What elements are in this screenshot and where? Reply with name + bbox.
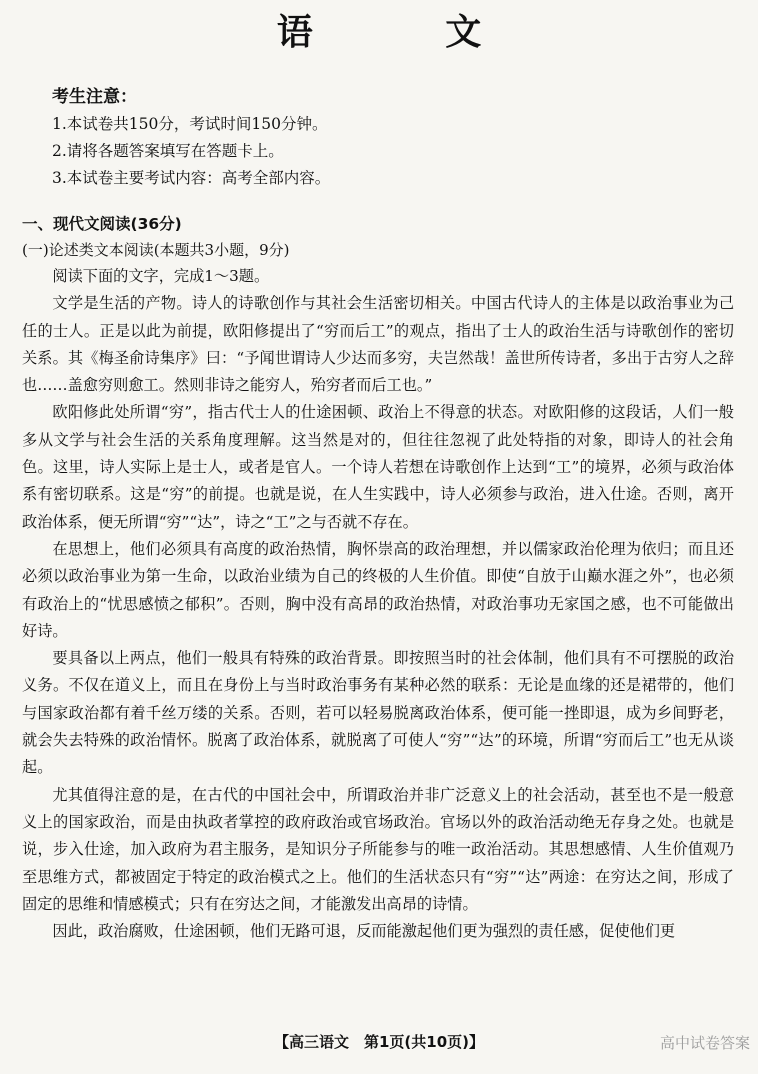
paragraph: 尤其值得注意的是，在古代的中国社会中，所谓政治并非广泛意义上的社会活动，甚至也不是一般意义上的国家政治，而是由执政者掌控的政府政治或官场政治。官场以外的政治活动绝无存身之处。也就是说，步入仕途，加入政府为君主服务，是知识分子所能参与的唯一政治活动。其思想感情、人生价值观乃至思维方式，都被固定于特定的政治模式之上。他们的生活状态只有“穷”“达”两途：在穷达之间，形成了固定的思维和情感模式；只有在穷达之间，才能激发出高昂的诗情。 [22, 785, 734, 913]
page-footer: 【高三语文 第1页(共10页)】 [273, 1033, 485, 1051]
page-title: 语 文 [276, 12, 542, 53]
reading-section [22, 211, 734, 945]
notice-item: 3.本试卷主要考试内容：高考全部内容。 [52, 169, 331, 187]
instruction: 阅读下面的文字，完成1～3题。 [52, 267, 270, 285]
watermark-text: 高中试卷答案 [659, 1034, 750, 1052]
paragraph: 在思想上，他们必须具有高度的政治热情，胸怀崇高的政治理想，并以儒家政治伦理为依归；而且还必须以政治事业为第一生命，以政治业绩为自己的终极的人生价值。即使“自放于山巅水涯之外”，也必须有政治上的“忧思感愤之郁积”。否则，胸中没有高昂的政治热情，对政治事功无家国之感，也不可能做出好诗。 [22, 539, 734, 640]
notice-item: 1.本试卷共150分，考试时间150分钟。 [52, 115, 328, 133]
candidate-notice [52, 82, 692, 192]
paragraph: 要具备以上两点，他们一般具有特殊的政治背景。即按照当时的社会体制，他们具有不可摆脱的政治义务。不仅在道义上，而且在身份上与当时政治事务有某种必然的联系：无论是血缘的还是裙带的，他们与国家政治都有着千丝万缕的关系。否则，若可以轻易脱离政治体系，便可能一挫即退，成为乡间野老，就会失去特殊的政治情怀。脱离了政治体系，就脱离了可使人“穷”“达”的环境，所谓“穷而后工”也无从谈起。 [22, 649, 734, 777]
notice-heading: 考生注意： [52, 87, 137, 107]
subsection-heading: (一)论述类文本阅读(本题共3小题，9分) [22, 241, 290, 259]
paragraph: 因此，政治腐败，仕途困顿，他们无路可退，反而能激起他们更为强烈的责任感，促使他们更 [52, 922, 676, 941]
notice-item: 2.请将各题答案填写在答题卡上。 [52, 142, 284, 160]
paragraph: 欧阳修此处所谓“穷”，指古代士人的仕途困顿、政治上不得意的状态。对欧阳修的这段话，人们一般多从文学与社会生活的关系角度理解。这当然是对的，但往往忽视了此处特指的对象，即诗人的社会角色。这里，诗人实际上是士人，或者是官人。一个诗人若想在诗歌创作上达到“工”的境界，必须与政治体系有密切联系。这是“穷”的前提。也就是说，在人生实践中，诗人必须参与政治，进入仕途。否则，离开政治体系，便无所谓“穷”“达”，诗之“工”之与否就不存在。 [22, 403, 734, 531]
section-heading: 一、现代文阅读(36分) [22, 215, 182, 233]
paragraph: 文学是生活的产物。诗人的诗歌创作与其社会生活密切相关。中国古代诗人的主体是以政治事业为己任的士人。正是以此为前提，欧阳修提出了“穷而后工”的观点，指出了士人的政治生活与诗歌创作的密切关系。其《梅圣俞诗集序》曰：“予闻世谓诗人少达而多穷，夫岂然哉！盖世所传诗者，多出于古穷人之辞也……盖愈穷则愈工。然则非诗之能穷人，殆穷者而后工也。” [22, 294, 734, 395]
